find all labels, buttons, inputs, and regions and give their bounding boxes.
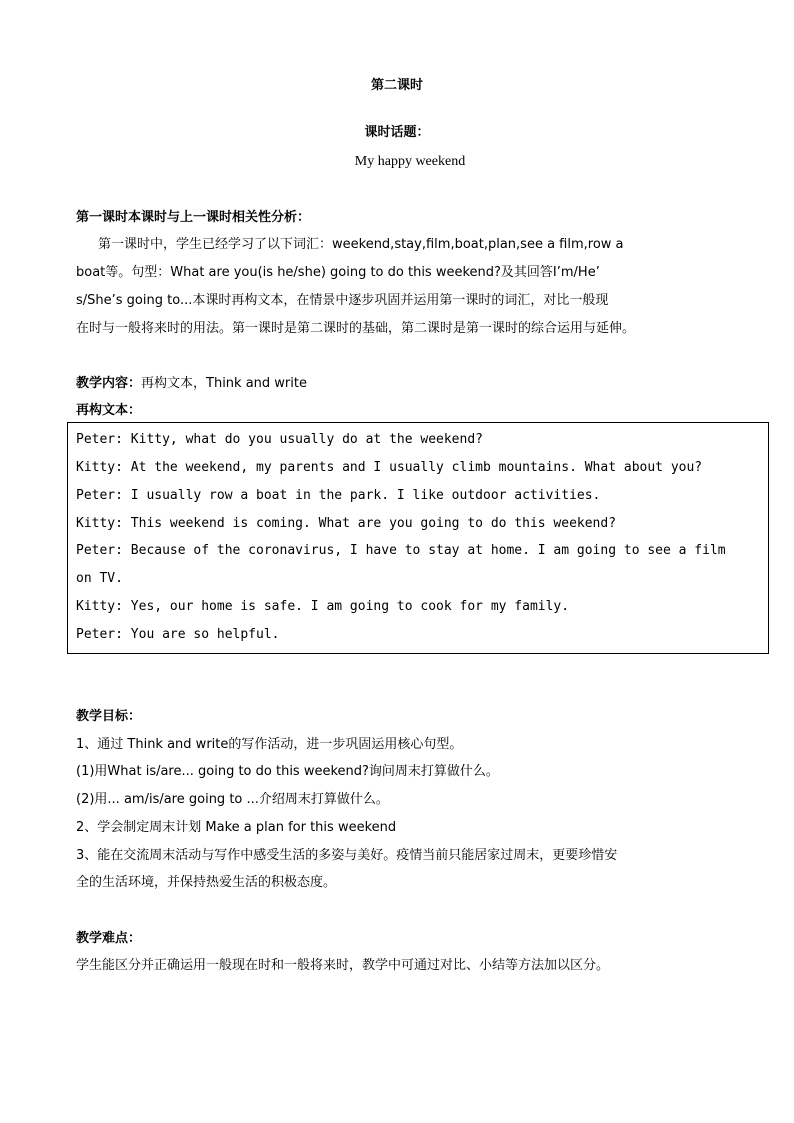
- content-label: 教学内容：: [76, 376, 142, 391]
- dialogue-line: Peter: Because of the coronavirus, I have to stay at home. I am going to see a film: [76, 543, 726, 558]
- content-value: 再构文本，Think and write: [141, 376, 307, 391]
- text-heading: 再构文本：: [76, 403, 142, 418]
- dialogue-line: Peter: You are so helpful.: [76, 627, 280, 642]
- page-title: 第二课时: [370, 78, 423, 93]
- analysis-line: s/She’s going to...本课时再构文本，在情景中逐步巩固并运用第一课时的词汇，对比一般现: [76, 293, 609, 308]
- analysis-line: 第一课时中，学生已经学习了以下词汇：weekend,stay,film,boat,plan,see a film,row a: [98, 237, 624, 252]
- topic-label: 课时话题：: [364, 125, 430, 140]
- topic-text: My happy weekend: [354, 154, 466, 169]
- analysis-line: boat等。句型：What are you(is he/she) going to do this weekend?及其回答I’m/He’: [76, 265, 600, 280]
- dialogue-line: Peter: I usually row a boat in the park. I like outdoor activities.: [76, 488, 601, 503]
- dialogue-box: [67, 422, 769, 654]
- analysis-line: 在时与一般将来时的用法。第一课时是第二课时的基础，第二课时是第一课时的综合运用与延伸。: [76, 321, 636, 336]
- dialogue-line: Kitty: This weekend is coming. What are you going to do this weekend?: [76, 516, 617, 531]
- goal-item: 2、学会制定周末计划 Make a plan for this weekend: [76, 820, 397, 835]
- goal-item: 1、通过 Think and write的写作活动，进一步巩固运用核心句型。: [76, 737, 463, 752]
- content-line: [76, 374, 307, 394]
- difficulty-heading: 教学难点：: [76, 931, 142, 946]
- dialogue-line: Kitty: Yes, our home is safe. I am going to cook for my family.: [76, 599, 570, 614]
- goals-heading: 教学目标：: [76, 709, 142, 724]
- dialogue-line: on TV.: [76, 571, 123, 586]
- dialogue-line: Kitty: At the weekend, my parents and I usually climb mountains. What about you?: [76, 460, 703, 475]
- analysis-heading: 第一课时本课时与上一课时相关性分析：: [76, 210, 311, 225]
- goal-item: (2)用... am/is/are going to ...介绍周末打算做什么。: [76, 792, 389, 807]
- goal-item: 3、能在交流周末活动与写作中感受生活的多姿与美好。疫情当前只能居家过周末，更要珍惜安: [76, 848, 618, 863]
- goal-item: 全的生活环境，并保持热爱生活的积极态度。: [76, 875, 337, 890]
- dialogue-line: Peter: Kitty, what do you usually do at the weekend?: [76, 432, 483, 447]
- difficulty-text: 学生能区分并正确运用一般现在时和一般将来时，教学中可通过对比、小结等方法加以区分。: [76, 958, 610, 973]
- goal-item: (1)用What is/are... going to do this weekend?询问周末打算做什么。: [76, 764, 499, 779]
